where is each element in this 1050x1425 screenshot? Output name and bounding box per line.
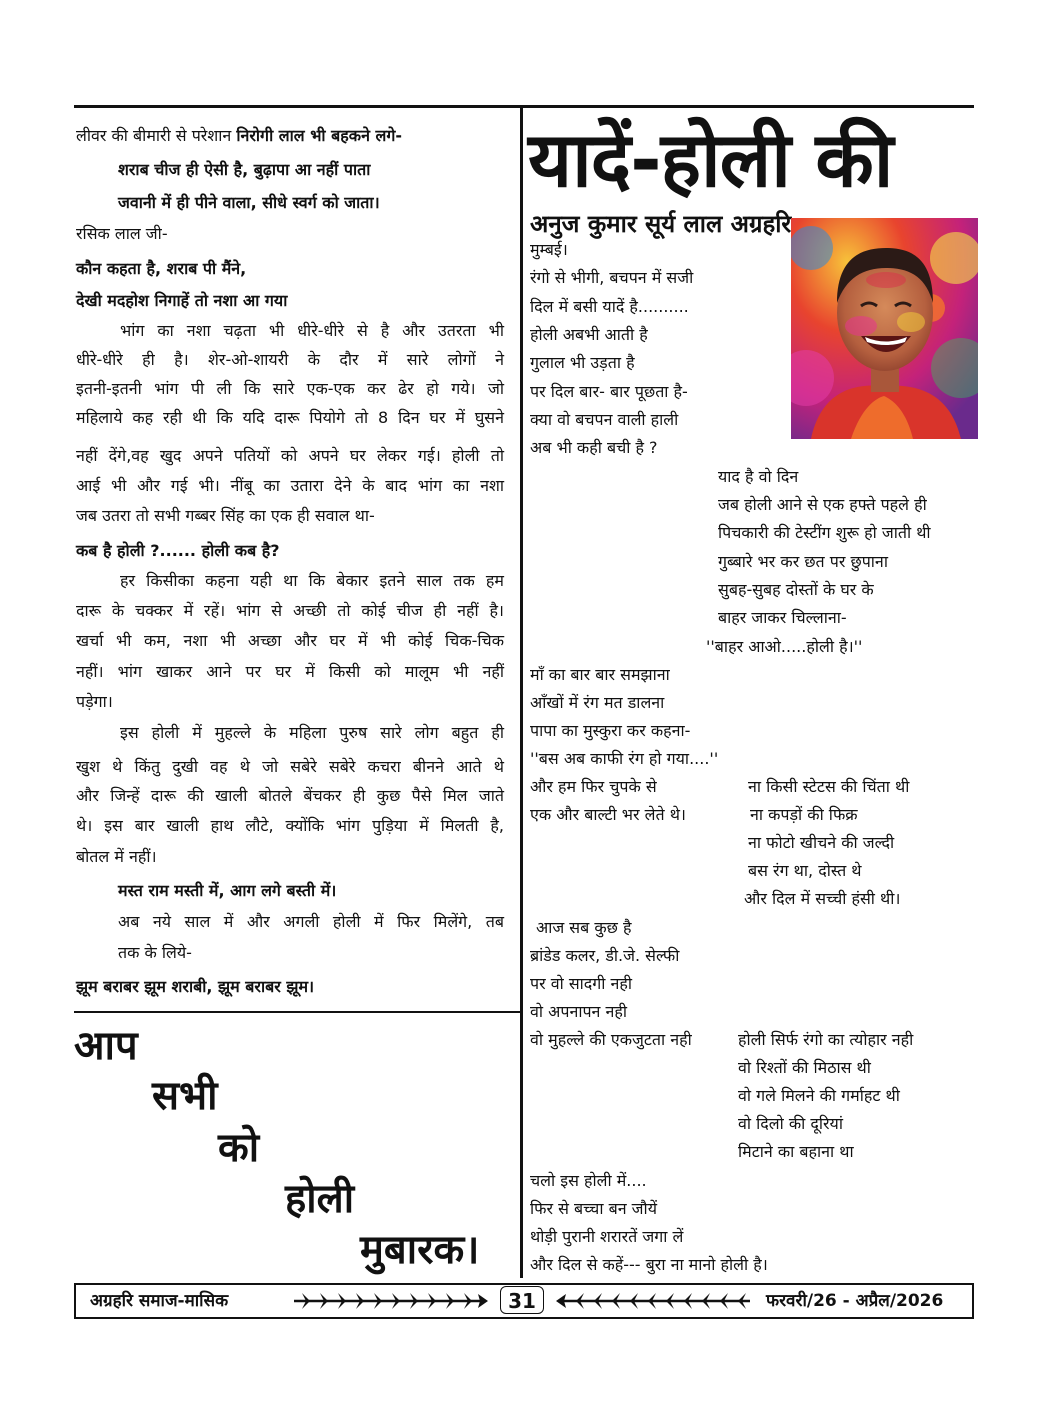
- paragraph-line: धीरे-धीरे ही है। शेर-ओ-शायरी के दौर में सारे लोगों ने: [76, 350, 504, 369]
- top-rule: [74, 105, 974, 108]
- greeting-divider: [74, 1011, 520, 1013]
- verse-line: मस्त राम मस्ती में, आग लगे बस्ती में।: [118, 881, 337, 900]
- verse-line: कौन कहता है, शराब पी मैंने,: [76, 259, 247, 278]
- poem-line: और दिल से कहें--- बुरा ना मानो होली है।: [530, 1255, 768, 1274]
- author-name: अनुज कुमार सूर्य लाल अग्रहरि: [530, 210, 792, 238]
- poem-line: अब भी कही बची है ?: [530, 438, 658, 457]
- poem-line: ना फोटो खीचने की जल्दी: [748, 833, 895, 852]
- text-line: रसिक लाल जी-: [76, 224, 168, 243]
- paragraph-line: अब नये साल में और अगली होली में फिर मिलेंगे, तब: [118, 912, 504, 931]
- column-divider: [520, 108, 523, 1278]
- poem-line: पिचकारी की टेस्टींग शुरू हो जाती थी: [718, 523, 931, 542]
- paragraph-line: तक के लिये-: [118, 943, 192, 962]
- verse-line: कब है होली ?...... होली कब है?: [76, 541, 280, 560]
- poem-line: ना कपड़ों की फिक्र: [750, 805, 858, 824]
- poem-line: ''बाहर आओ.....होली है।'': [706, 637, 863, 656]
- poem-line: होली सिर्फ रंगो का त्योहार नही: [738, 1030, 914, 1049]
- author-city: मुम्बई।: [530, 240, 568, 259]
- poem-line: पर दिल बार- बार पूछता है-: [530, 382, 688, 401]
- poem-line: वो दिलो की दूरियां: [738, 1114, 843, 1133]
- paragraph-line: थे। इस बार खाली हाथ लौटे, क्योंकि भांग पुड़िया में मिलती है,: [76, 816, 504, 835]
- article-title: यादें-होली की: [528, 115, 893, 204]
- poem-line: पापा का मुस्कुरा कर कहना-: [530, 721, 691, 740]
- verse-line: जवानी में ही पीने वाला, सीधे स्वर्ग को जाता।: [118, 193, 380, 212]
- greeting-word: मुबारक।: [360, 1227, 480, 1273]
- paragraph-line: इतनी-इतनी भांग पी ली कि सारे एक-एक कर ढेर हो गये। जो: [76, 379, 504, 398]
- poem-line: वो मुहल्ले की एकजुटता नही: [530, 1030, 692, 1049]
- poem-line: माँ का बार बार समझाना: [530, 665, 670, 684]
- poem-line: सुबह-सुबह दोस्तों के घर के: [718, 580, 874, 599]
- poem-line: ब्रांडेड कलर, डी.जे. सेल्फी: [530, 946, 680, 965]
- poem-line: आँखों में रंग मत डालना: [530, 693, 665, 712]
- poem-line: गुब्बारे भर कर छत पर छुपाना: [718, 552, 888, 571]
- paragraph-line: और जिन्हें दारू की खाली बोतले बेंचकर ही कुछ पैसे मिल जाते: [76, 786, 504, 805]
- poem-line: वो रिश्तों की मिठास थी: [738, 1058, 871, 1077]
- verse-line: देखी मदहोश निगाहें तो नशा आ गया: [76, 291, 288, 310]
- poem-line: दिल में बसी यादें है..........: [530, 297, 689, 316]
- paragraph-line: हर किसीका कहना यही था कि बेकार इतने साल तक हम: [120, 571, 504, 590]
- paragraph-line: खर्चा भी कम, नशा भी अच्छा और घर में भी कोई चिक-चिक: [76, 631, 504, 650]
- paragraph-line: आई भी और गई भी। नींबू का उतारा देने के बाद भांग का नशा: [76, 476, 504, 495]
- poem-line: रंगो से भीगी, बचपन में सजी: [530, 268, 694, 287]
- paragraph-line: पड़ेगा।: [76, 692, 113, 711]
- greeting-word: होली: [285, 1176, 355, 1222]
- greeting-word: को: [218, 1125, 260, 1171]
- paragraph-line: भांग का नशा चढ़ता भी धीरे-धीरे से है और उतरता भी: [120, 321, 504, 340]
- text-line: लीवर की बीमारी से परेशान निरोगी लाल भी बहकने लगे-: [76, 126, 403, 145]
- poem-line: ''बस अब काफी रंग हो गया....'': [530, 749, 719, 768]
- paragraph-line: जब उतरा तो सभी गब्बर सिंह का एक ही सवाल था-: [76, 506, 375, 525]
- poem-line: बस रंग था, दोस्त थे: [748, 861, 862, 880]
- paragraph-line: बोतल में नहीं।: [76, 847, 157, 866]
- poem-line: आज सब कुछ है: [536, 918, 632, 937]
- poem-line: होली अबभी आती है: [530, 325, 648, 344]
- poem-line: और दिल में सच्ची हंसी थी।: [744, 889, 901, 908]
- poem-line: मिटाने का बहाना था: [738, 1142, 854, 1161]
- poem-line: चलो इस होली में....: [530, 1171, 647, 1190]
- right-ornament-icon: [554, 1290, 754, 1312]
- greeting-word: आप: [74, 1023, 138, 1069]
- poem-line: एक और बाल्टी भर लेते थे।: [530, 805, 686, 824]
- page-number: 31: [500, 1286, 544, 1314]
- magazine-name: अग्रहरि समाज-मासिक: [90, 1291, 229, 1311]
- poem-line: गुलाल भी उड़ता है: [530, 353, 635, 372]
- poem-line: थोड़ी पुरानी शरारतें जगा लें: [530, 1227, 684, 1246]
- paragraph-line: नहीं। भांग खाकर आने पर घर में किसी को मालूम भी नहीं: [76, 662, 504, 681]
- verse-line: शराब चीज ही ऐसी है, बुढ़ापा आ नहीं पाता: [118, 160, 371, 179]
- paragraph-line: इस होली में मुहल्ले के महिला पुरुष सारे लोग बहुत ही: [120, 723, 504, 742]
- paragraph-line: महिलाये कह रही थी कि यदि दारू पियोगे तो 8 दिन घर में घुसने: [76, 408, 504, 427]
- holi-photo: [791, 218, 978, 439]
- verse-line: झूम बराबर झूम शराबी, झूम बराबर झूम।: [76, 977, 315, 996]
- poem-line: फिर से बच्चा बन जौयें: [530, 1199, 657, 1218]
- poem-line: याद है वो दिन: [718, 467, 799, 486]
- greeting-word: सभी: [152, 1073, 218, 1119]
- page-footer: [74, 1283, 974, 1319]
- poem-line: जब होली आने से एक हफ्ते पहले ही: [718, 495, 927, 514]
- paragraph-line: दारू के चक्कर में रहें। भांग से अच्छी तो कोई चीज ही नहीं है।: [76, 601, 504, 620]
- poem-line: और हम फिर चुपके से: [530, 777, 657, 796]
- poem-line: क्या वो बचपन वाली हाली: [530, 410, 679, 429]
- paragraph-line: नहीं देंगे,वह खुद अपने पतियों को अपने घर लेकर गई। होली तो: [76, 446, 504, 465]
- paragraph-line: खुश थे किंतु दुखी वह थे जो सबेरे सबेरे कचरा बीनने आते थे: [76, 757, 504, 776]
- left-ornament-icon: [290, 1290, 490, 1312]
- poem-line: ना किसी स्टेटस की चिंता थी: [748, 777, 910, 796]
- poem-line: बाहर जाकर चिल्लाना-: [718, 608, 847, 627]
- issue-date: फरवरी/26 - अप्रैल/2026: [766, 1291, 944, 1311]
- poem-line: वो अपनापन नही: [530, 1002, 628, 1021]
- poem-line: पर वो सादगी नही: [530, 974, 633, 993]
- poem-line: वो गले मिलने की गर्माहट थी: [738, 1086, 900, 1105]
